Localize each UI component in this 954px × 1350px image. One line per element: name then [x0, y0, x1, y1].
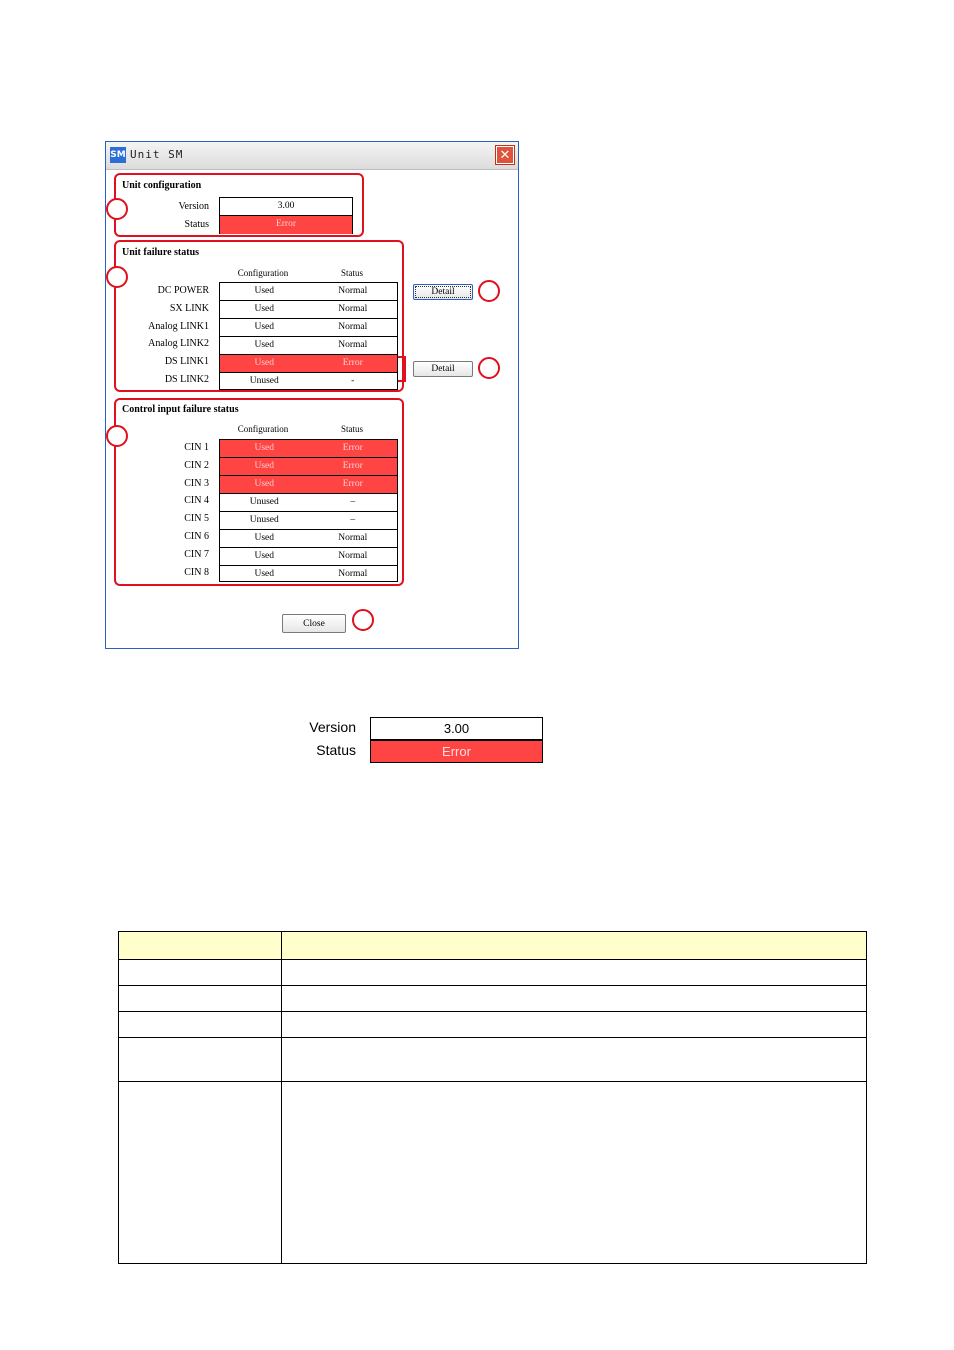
row-label: SX LINK — [169, 302, 209, 314]
row-label: DS LINK2 — [164, 374, 209, 385]
configuration-cell: Used — [254, 286, 275, 296]
row-label: CIN 4 — [184, 495, 209, 507]
detail-button-dc-power[interactable]: Detail — [413, 284, 473, 300]
close-button[interactable]: Close — [282, 614, 346, 633]
table-row — [119, 1082, 867, 1264]
callout-marker-5 — [478, 357, 500, 379]
table-row — [119, 960, 867, 986]
status-cell: – — [350, 497, 356, 507]
row-label: Analog LINK1 — [148, 320, 209, 332]
status-cell: Normal — [338, 340, 368, 350]
unit-failure-col-configuration: Configuration — [237, 268, 289, 278]
callout-marker-4 — [478, 280, 500, 302]
row-label: CIN 7 — [184, 548, 209, 560]
row-label: CIN 3 — [184, 477, 209, 489]
configuration-cell: Unused — [249, 497, 279, 507]
unit-failure-col-status: Status — [340, 268, 363, 278]
status-cell: Error — [342, 443, 363, 453]
configuration-cell: Used — [254, 322, 275, 332]
configuration-cell: Unused — [249, 515, 279, 525]
close-icon[interactable]: ✕ — [496, 146, 514, 164]
control-input-failure-status-title: Control input failure status — [122, 404, 239, 415]
status-cell: Normal — [338, 304, 368, 314]
detail-button-ds-link[interactable]: Detail — [413, 361, 473, 377]
callout-marker-1 — [106, 198, 128, 220]
status-label: Status — [184, 219, 209, 230]
row-label: Analog LINK2 — [148, 338, 209, 350]
configuration-cell: Used — [254, 358, 275, 368]
status-cell: - — [351, 376, 355, 386]
zoom-status-label: Status — [316, 742, 356, 758]
configuration-cell: Used — [254, 443, 275, 453]
zoom-status-value: Error — [370, 740, 543, 763]
configuration-cell: Used — [254, 551, 275, 561]
status-cell: Error — [342, 358, 363, 368]
table-row — [119, 1012, 867, 1038]
configuration-cell: Used — [254, 340, 275, 350]
callout-box-unit-configuration — [114, 173, 364, 237]
row-label: CIN 8 — [184, 566, 209, 578]
status-cell: Error — [342, 461, 363, 471]
callout-box-unit-failure-status — [114, 240, 404, 392]
callout-bracket — [398, 356, 406, 382]
configuration-cell: Used — [254, 479, 275, 489]
unit-failure-status-title: Unit failure status — [122, 247, 200, 258]
callout-marker-3 — [106, 425, 128, 447]
row-label: CIN 6 — [184, 531, 209, 542]
zoom-version-value: 3.00 — [370, 717, 543, 740]
row-label: DC POWER — [157, 285, 209, 296]
configuration-cell: Used — [254, 461, 275, 471]
status-cell: Normal — [338, 551, 368, 561]
app-icon: SM — [110, 147, 126, 163]
version-label: Version — [178, 201, 209, 212]
control-input-col-status: Status — [340, 424, 363, 434]
status-cell: Normal — [338, 569, 368, 579]
table-row — [119, 1038, 867, 1082]
control-input-col-configuration: Configuration — [237, 424, 289, 434]
status-cell: Normal — [338, 533, 368, 543]
unit-configuration-title: Unit configuration — [122, 180, 202, 191]
description-table — [118, 931, 867, 1264]
table-header-row — [119, 932, 867, 960]
status-value: Error — [275, 219, 297, 229]
configuration-cell: Used — [254, 569, 275, 579]
zoom-version-label: Version — [309, 719, 356, 735]
status-cell: – — [350, 515, 356, 525]
callout-marker-2 — [106, 266, 128, 288]
callout-box-control-input-failure — [114, 398, 404, 586]
row-label: CIN 1 — [184, 442, 209, 453]
row-label: DS LINK1 — [164, 356, 209, 368]
table-header-cell — [119, 932, 282, 960]
status-cell: Normal — [338, 322, 368, 332]
version-value: 3.00 — [277, 201, 295, 211]
table-header-cell — [282, 932, 867, 960]
status-cell: Normal — [338, 286, 368, 296]
callout-marker-6 — [352, 609, 374, 631]
row-label: CIN 2 — [184, 459, 209, 471]
title-bar — [106, 142, 518, 170]
configuration-cell: Unused — [249, 376, 279, 386]
row-label: CIN 5 — [184, 513, 209, 525]
window-title: Unit SM — [130, 148, 184, 161]
configuration-cell: Used — [254, 304, 275, 314]
status-cell: Error — [342, 479, 363, 489]
configuration-cell: Used — [254, 533, 275, 543]
table-row — [119, 986, 867, 1012]
